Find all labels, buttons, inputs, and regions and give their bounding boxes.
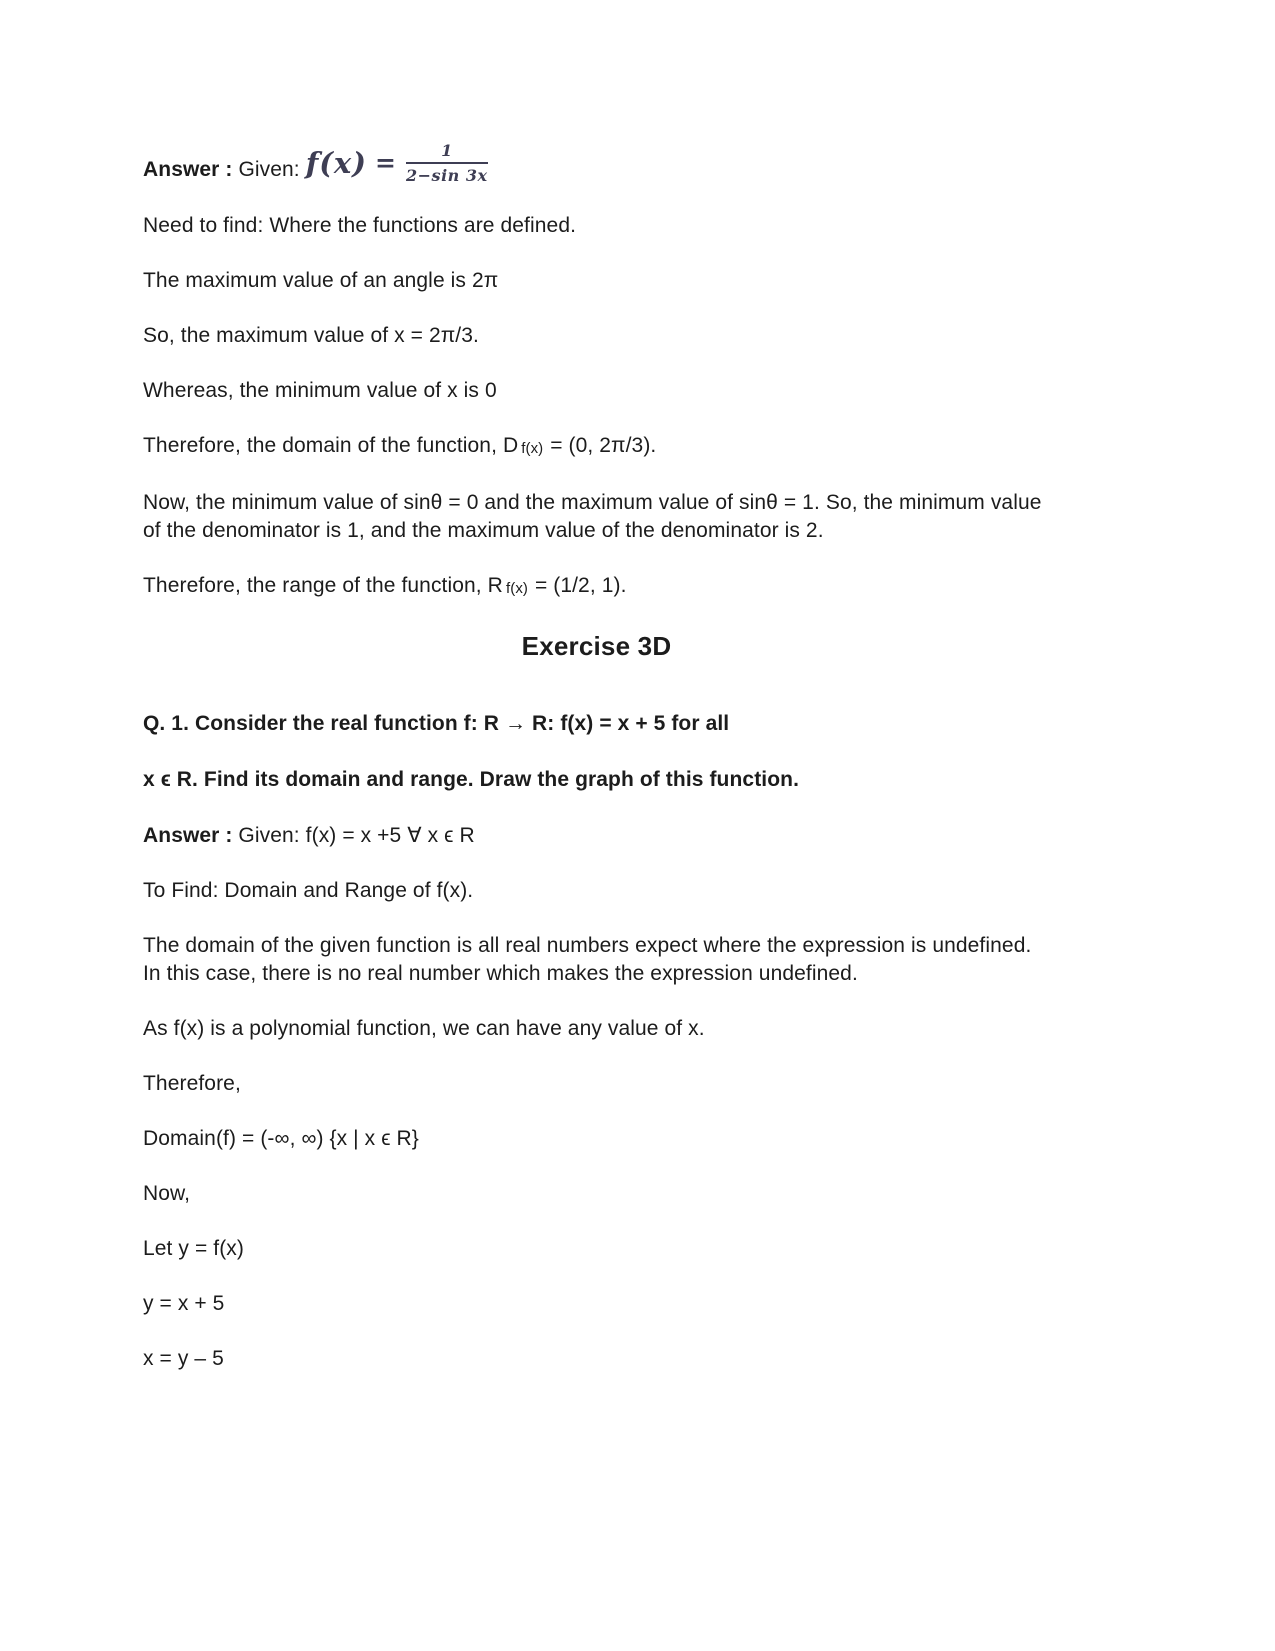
range-prefix: Therefore, the range of the function, R: [143, 574, 503, 597]
formula-denominator: 2−sin 3x: [406, 165, 488, 185]
math-formula-fx: [306, 141, 488, 186]
answer2-label: Answer :: [143, 824, 233, 847]
paragraph-min-x: Whereas, the minimum value of x is 0: [143, 379, 497, 402]
answer2-given-text: Given: f(x) = x +5 ∀ x ϵ R: [232, 824, 475, 847]
document-page: [143, 134, 1050, 1373]
paragraph-let-y: Let y = f(x): [143, 1237, 244, 1260]
paragraph-now: Now,: [143, 1182, 191, 1205]
paragraph-eq-y: y = x + 5: [143, 1292, 225, 1315]
paragraph-range: [143, 572, 1050, 602]
domain-suffix: = (0, 2π/3).: [544, 434, 657, 457]
question-1-line-2: x ϵ R. Find its domain and range. Draw the graph of this function.: [143, 768, 800, 791]
question-1-block: [143, 710, 1050, 794]
formula-lhs: f(x): [305, 146, 367, 180]
paragraph-domain: [143, 432, 1050, 462]
answer1-given-line: [143, 134, 1050, 192]
formula-equals: =: [374, 148, 397, 177]
paragraph-domain-explanation: The domain of the given function is all real numbers expect where the expression is undefined. In this case, there is no real number which makes the expression undefined.: [143, 934, 1032, 985]
paragraph-polynomial-note: As f(x) is a polynomial function, we can have any value of x.: [143, 1017, 705, 1040]
domain-subscript: f(x): [521, 440, 544, 457]
formula-fraction: [406, 141, 488, 186]
paragraph-need-to-find: Need to find: Where the functions are defined.: [143, 214, 577, 237]
domain-prefix: Therefore, the domain of the function, D: [143, 434, 519, 457]
paragraph-max-angle: The maximum value of an angle is 2π: [143, 269, 499, 292]
answer2-given-line: [143, 822, 1050, 850]
paragraph-eq-x: x = y – 5: [143, 1347, 224, 1370]
answer1-label: Answer :: [143, 158, 233, 181]
paragraph-therefore: Therefore,: [143, 1072, 241, 1095]
paragraph-max-x: So, the maximum value of x = 2π/3.: [143, 324, 479, 347]
range-subscript: f(x): [505, 580, 529, 597]
paragraph-denominator-bounds: Now, the minimum value of sinθ = 0 and the maximum value of sinθ = 1. So, the minimum value of the denominator is 1, and the maximum value of the denominator is 2.: [143, 491, 1042, 542]
paragraph-to-find: To Find: Domain and Range of f(x).: [143, 879, 474, 902]
answer1-lead: [143, 156, 300, 184]
question-1-line-1: Q. 1. Consider the real function f: R → R: f(x) = x + 5 for all: [143, 712, 730, 735]
exercise-heading: Exercise 3D: [521, 631, 672, 661]
formula-numerator: 1: [406, 141, 488, 164]
range-suffix: = (1/2, 1).: [529, 574, 627, 597]
answer1-given-text: Given:: [238, 158, 300, 181]
paragraph-domain-value: Domain(f) = (-∞, ∞) {x | x ϵ R}: [143, 1127, 419, 1150]
